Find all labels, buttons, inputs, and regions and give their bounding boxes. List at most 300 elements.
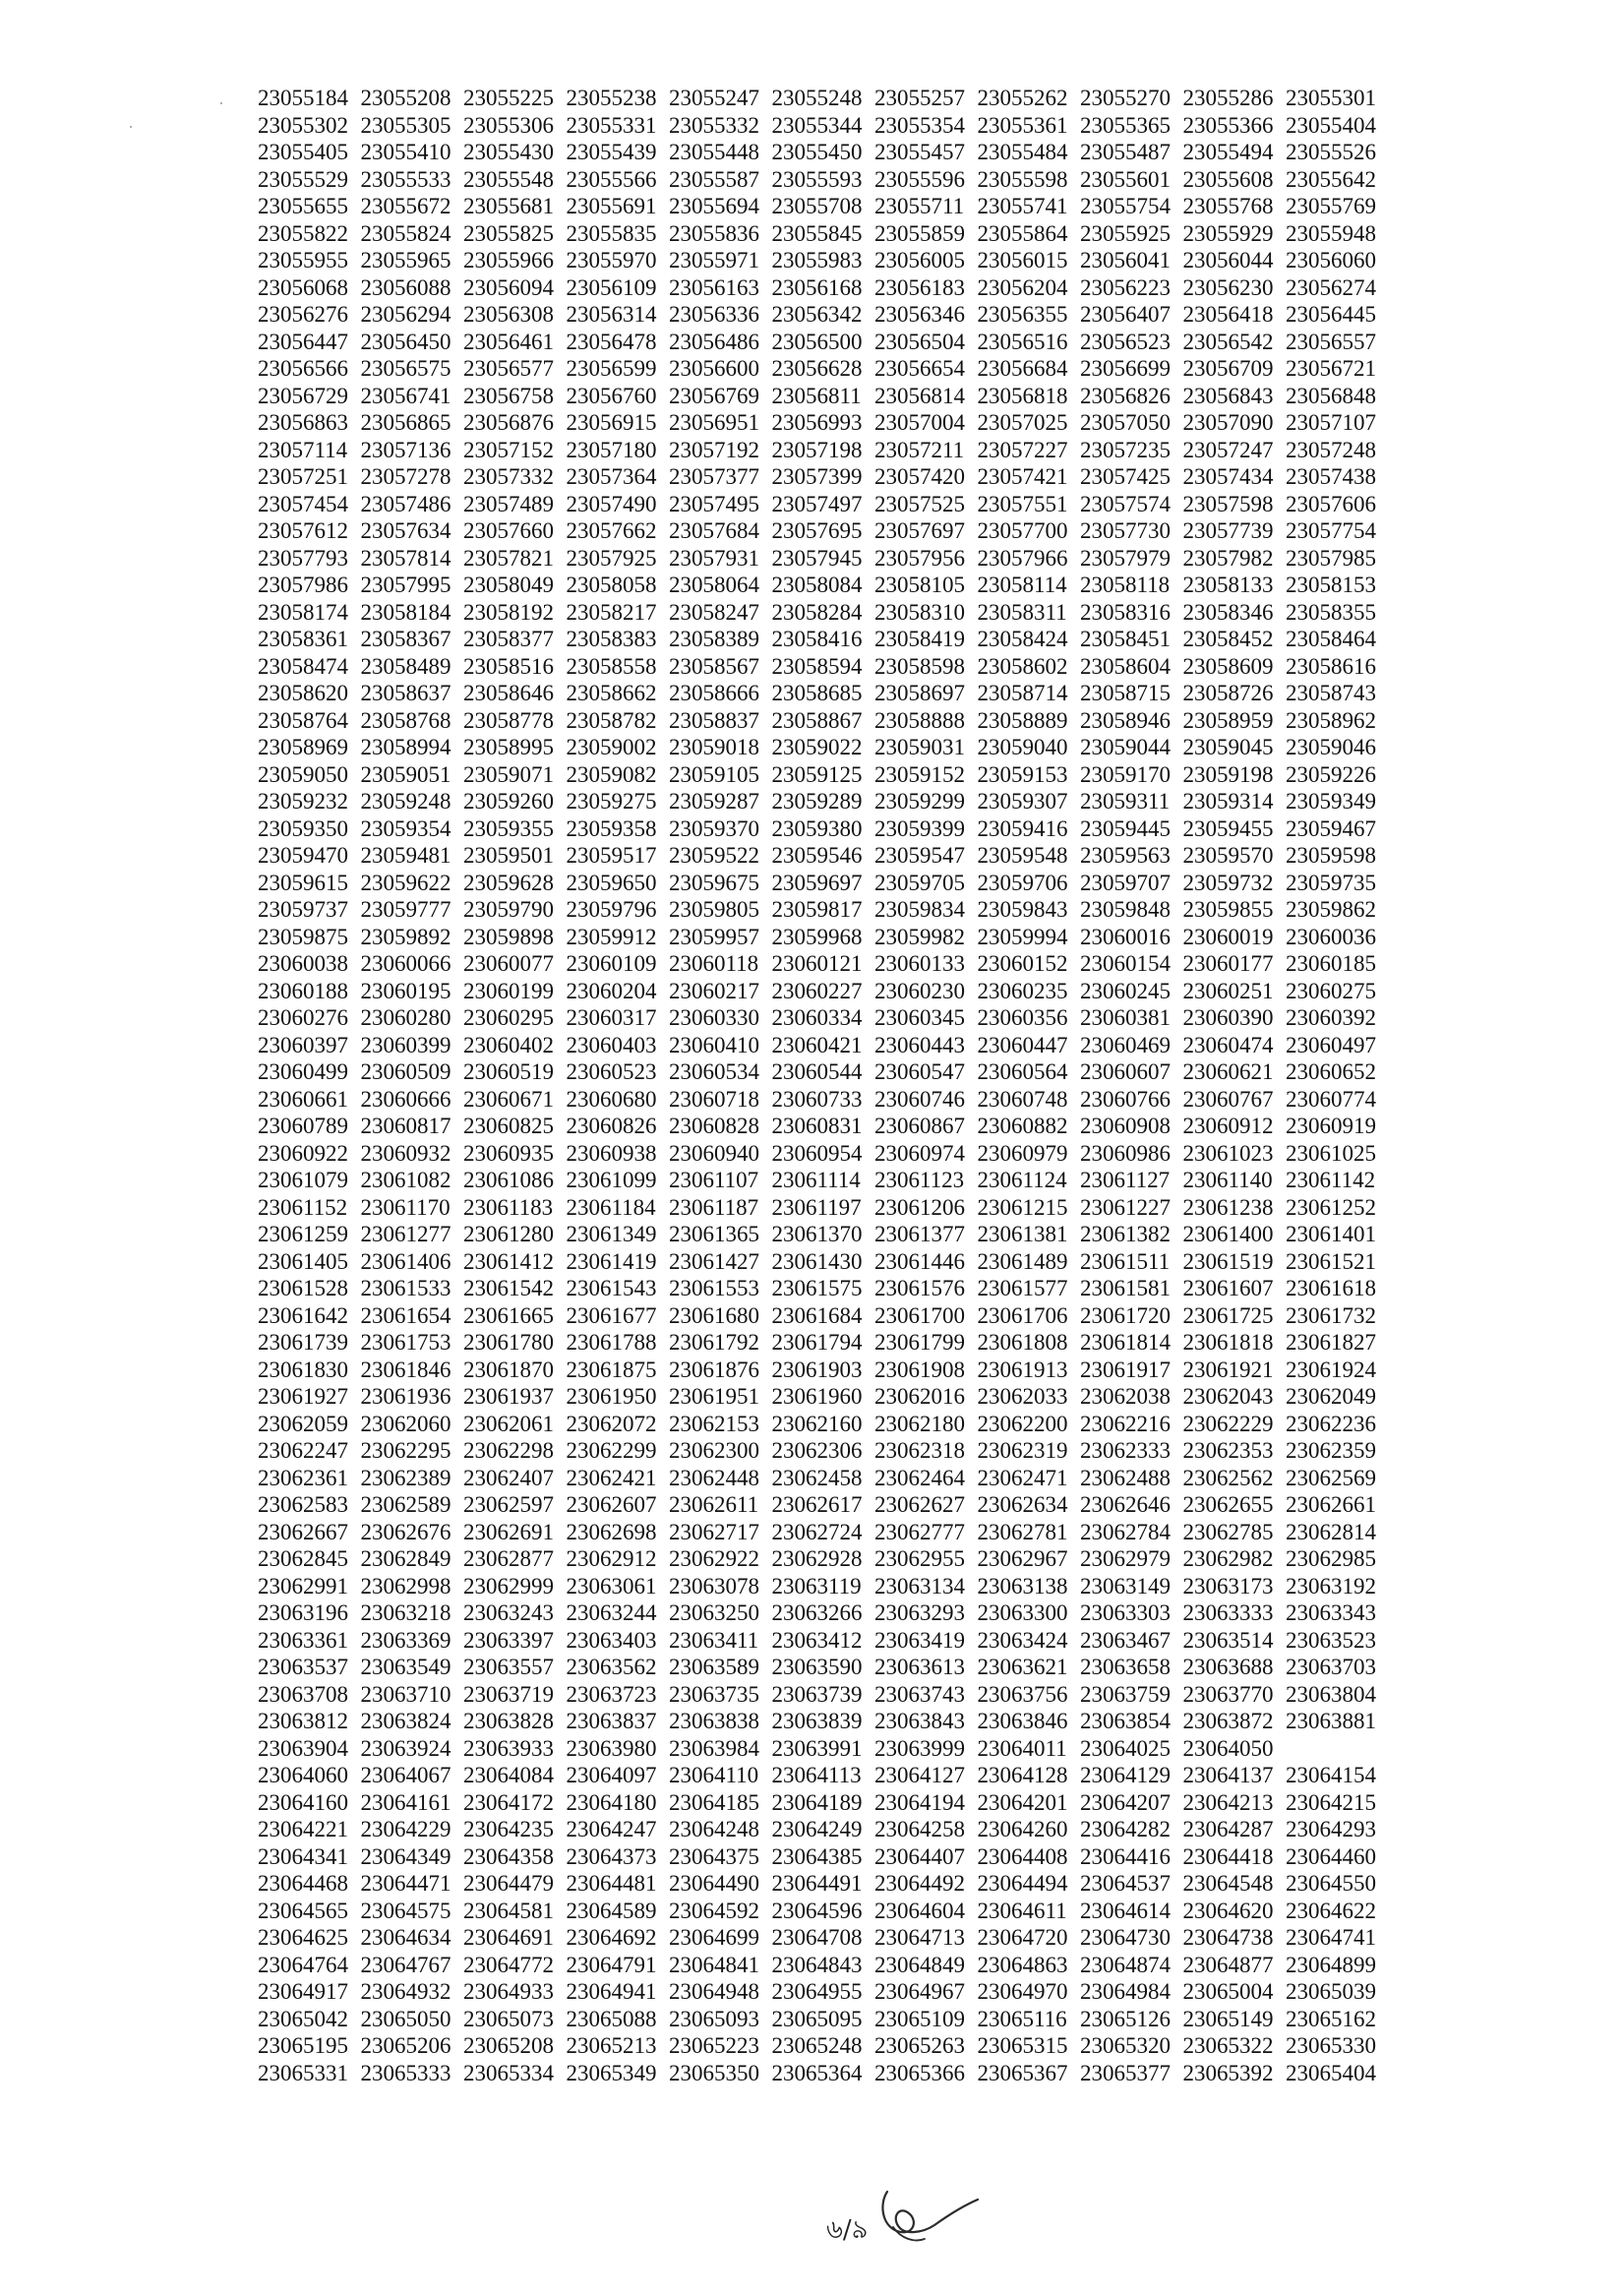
roll-number: 23055410 <box>360 140 451 164</box>
roll-number: 23059982 <box>874 924 965 949</box>
roll-number: 23055966 <box>463 248 554 272</box>
roll-number: 23061446 <box>874 1248 965 1274</box>
roll-number-row <box>258 1681 1389 1709</box>
roll-number: 23056628 <box>771 356 863 381</box>
roll-number: 23059968 <box>771 924 863 949</box>
roll-number: 23059018 <box>669 735 759 759</box>
roll-number-row <box>258 1302 1389 1330</box>
roll-number: 23064625 <box>258 1925 348 1950</box>
roll-number-row <box>258 1004 1389 1032</box>
roll-number-row <box>258 166 1389 194</box>
roll-number: 23057235 <box>1080 437 1171 462</box>
roll-number: 23062655 <box>1182 1492 1274 1517</box>
roll-number: 23060607 <box>1080 1059 1171 1084</box>
roll-number: 23058602 <box>977 653 1068 679</box>
roll-number: 23061542 <box>463 1276 554 1300</box>
roll-number: 23058743 <box>1286 681 1376 705</box>
roll-number: 23058616 <box>1286 653 1376 679</box>
roll-number: 23064481 <box>566 1871 657 1896</box>
roll-number: 23060204 <box>566 978 657 1003</box>
roll-number: 23062982 <box>1182 1546 1274 1571</box>
roll-number: 23056848 <box>1286 383 1376 408</box>
roll-number: 23055365 <box>1080 112 1171 138</box>
roll-number: 23064494 <box>977 1871 1068 1896</box>
roll-number: 23061827 <box>1286 1330 1376 1355</box>
roll-number: 23060295 <box>463 1005 554 1030</box>
roll-number: 23060922 <box>258 1140 348 1166</box>
roll-number: 23059994 <box>977 924 1068 949</box>
roll-number: 23061680 <box>669 1302 759 1328</box>
roll-number: 23060188 <box>258 978 348 1003</box>
roll-number: 23061951 <box>669 1384 759 1409</box>
roll-number: 23060199 <box>463 978 554 1003</box>
roll-number: 23060979 <box>977 1140 1068 1166</box>
roll-number: 23062676 <box>360 1519 451 1544</box>
roll-number: 23061183 <box>463 1194 554 1220</box>
roll-number: 23064849 <box>874 1952 965 1977</box>
roll-number: 23065109 <box>874 2006 965 2031</box>
scan-speck <box>130 126 132 128</box>
roll-number: 23060066 <box>360 951 451 976</box>
roll-number: 23060544 <box>771 1059 863 1084</box>
roll-number: 23055302 <box>258 112 348 138</box>
roll-number-row <box>258 1599 1389 1627</box>
roll-number: 23061924 <box>1286 1357 1376 1382</box>
roll-number: 23059125 <box>771 761 863 787</box>
roll-number: 23060276 <box>258 1005 348 1030</box>
roll-number: 23062646 <box>1080 1492 1171 1517</box>
roll-number: 23064713 <box>874 1925 965 1950</box>
roll-number: 23060474 <box>1182 1032 1274 1057</box>
signature-mark <box>875 2182 984 2251</box>
roll-number: 23061927 <box>258 1384 348 1409</box>
roll-number: 23056814 <box>874 383 965 408</box>
roll-number: 23062785 <box>1182 1519 1274 1544</box>
roll-number: 23058714 <box>977 681 1068 705</box>
roll-number: 23055457 <box>874 140 965 164</box>
roll-number: 23060680 <box>566 1086 657 1112</box>
roll-number: 23055971 <box>669 248 759 272</box>
roll-number: 23064691 <box>463 1925 554 1950</box>
roll-number: 23060447 <box>977 1032 1068 1057</box>
roll-number: 23062458 <box>771 1465 863 1490</box>
roll-number: 23057821 <box>463 545 554 571</box>
roll-number: 23062617 <box>771 1492 863 1517</box>
roll-number: 23061684 <box>771 1302 863 1328</box>
roll-number: 23062471 <box>977 1465 1068 1490</box>
roll-number: 23062033 <box>977 1384 1068 1409</box>
roll-number: 23063361 <box>258 1627 348 1653</box>
roll-number: 23064258 <box>874 1817 965 1841</box>
roll-number-row <box>258 247 1389 274</box>
roll-number-row <box>258 1843 1389 1871</box>
roll-number: 23058184 <box>360 599 451 625</box>
roll-number: 23060986 <box>1080 1140 1171 1166</box>
roll-number: 23058837 <box>669 707 759 733</box>
roll-number: 23061412 <box>463 1248 554 1274</box>
roll-number: 23055225 <box>463 86 554 110</box>
roll-number: 23056461 <box>463 329 554 354</box>
roll-number: 23055965 <box>360 248 451 272</box>
roll-number: 23060109 <box>566 951 657 976</box>
roll-number: 23061519 <box>1182 1248 1274 1274</box>
roll-number: 23061170 <box>360 1194 451 1220</box>
roll-number: 23065195 <box>258 2033 348 2058</box>
roll-number: 23063557 <box>463 1655 554 1679</box>
roll-number: 23060397 <box>258 1032 348 1057</box>
roll-number: 23056915 <box>566 410 657 435</box>
roll-number: 23065404 <box>1286 2060 1376 2085</box>
roll-number: 23063723 <box>566 1681 657 1707</box>
roll-number: 23064468 <box>258 1871 348 1896</box>
roll-number: 23058311 <box>977 599 1067 625</box>
roll-number: 23057979 <box>1080 545 1171 571</box>
roll-number: 23055929 <box>1182 220 1274 246</box>
roll-number: 23057248 <box>1286 437 1376 462</box>
roll-number: 23055566 <box>566 166 657 192</box>
roll-number: 23057606 <box>1286 491 1376 516</box>
roll-number-row <box>258 139 1389 166</box>
roll-number: 23055681 <box>463 194 554 218</box>
roll-number: 23058962 <box>1286 707 1376 733</box>
roll-number: 23056516 <box>977 329 1068 354</box>
roll-number: 23062318 <box>874 1438 965 1463</box>
roll-number: 23058558 <box>566 653 657 679</box>
roll-number: 23058685 <box>771 681 863 705</box>
roll-number: 23059045 <box>1182 735 1274 759</box>
roll-number: 23055448 <box>669 140 759 164</box>
roll-number: 23063266 <box>771 1600 863 1625</box>
roll-number: 23062421 <box>566 1465 657 1490</box>
roll-number: 23058361 <box>258 627 348 651</box>
roll-number-row <box>258 1383 1389 1411</box>
roll-number: 23063703 <box>1286 1655 1376 1679</box>
roll-number: 23056951 <box>669 410 759 435</box>
roll-number: 23056818 <box>977 383 1068 408</box>
roll-number: 23063828 <box>463 1709 554 1733</box>
roll-number: 23058474 <box>258 653 348 679</box>
roll-number: 23055270 <box>1080 86 1171 110</box>
roll-number: 23055248 <box>771 86 863 110</box>
roll-number: 23061382 <box>1080 1222 1171 1246</box>
roll-number: 23056094 <box>463 274 554 300</box>
roll-number: 23059843 <box>977 897 1068 922</box>
roll-number: 23059445 <box>1080 815 1171 841</box>
roll-number: 23057136 <box>360 437 451 462</box>
roll-number: 23061349 <box>566 1222 657 1246</box>
roll-number: 23065116 <box>977 2006 1067 2031</box>
roll-number: 23059675 <box>669 870 759 895</box>
roll-number-row <box>258 680 1389 707</box>
roll-number: 23061799 <box>874 1330 965 1355</box>
roll-number: 23058451 <box>1080 627 1171 651</box>
roll-number-row <box>258 1789 1389 1817</box>
roll-number: 23056811 <box>771 383 862 408</box>
roll-number: 23062928 <box>771 1546 863 1571</box>
roll-number: 23061908 <box>874 1357 965 1382</box>
roll-number: 23055184 <box>258 86 348 110</box>
roll-number-row <box>258 329 1389 356</box>
roll-number: 23064215 <box>1286 1789 1376 1815</box>
roll-number-row <box>258 409 1389 437</box>
roll-number: 23060825 <box>463 1114 554 1138</box>
roll-number: 23055859 <box>874 220 965 246</box>
roll-number: 23060245 <box>1080 978 1171 1003</box>
roll-number: 23059455 <box>1182 815 1274 841</box>
roll-number: 23057945 <box>771 545 863 571</box>
roll-number: 23056575 <box>360 356 451 381</box>
roll-number: 23061792 <box>669 1330 759 1355</box>
roll-number: 23064471 <box>360 1871 451 1896</box>
roll-number: 23061677 <box>566 1302 657 1328</box>
roll-number: 23060227 <box>771 978 863 1003</box>
roll-number: 23064548 <box>1182 1871 1274 1896</box>
roll-number: 23059650 <box>566 870 657 895</box>
roll-number: 23059834 <box>874 897 965 922</box>
roll-number: 23056407 <box>1080 302 1171 327</box>
roll-number: 23061794 <box>771 1330 863 1355</box>
roll-number: 23058310 <box>874 599 965 625</box>
roll-number: 23065350 <box>669 2060 759 2085</box>
roll-number-row <box>258 599 1389 627</box>
roll-number: 23061238 <box>1182 1194 1274 1220</box>
roll-number: 23063621 <box>977 1655 1068 1679</box>
roll-number: 23060077 <box>463 951 554 976</box>
roll-number-row <box>258 1194 1389 1222</box>
roll-number: 23064110 <box>669 1763 759 1787</box>
roll-number: 23064097 <box>566 1763 657 1787</box>
roll-number: 23058959 <box>1182 707 1274 733</box>
roll-number-row <box>258 842 1389 870</box>
roll-number: 23063843 <box>874 1709 965 1733</box>
roll-number: 23062319 <box>977 1438 1068 1463</box>
roll-number: 23062985 <box>1286 1546 1376 1571</box>
roll-number: 23061950 <box>566 1384 657 1409</box>
roll-number: 23063824 <box>360 1709 451 1733</box>
roll-number: 23064373 <box>566 1843 657 1869</box>
roll-number: 23057454 <box>258 491 348 516</box>
roll-number: 23056478 <box>566 329 657 354</box>
roll-number-row <box>258 437 1389 464</box>
roll-number: 23056741 <box>360 383 451 408</box>
roll-number: 23061215 <box>977 1194 1068 1220</box>
roll-number: 23058114 <box>977 573 1067 597</box>
roll-number: 23064185 <box>669 1789 759 1815</box>
roll-number: 23064160 <box>258 1789 348 1815</box>
roll-number: 23059170 <box>1080 761 1171 787</box>
roll-number: 23061023 <box>1182 1140 1274 1166</box>
roll-number: 23055301 <box>1286 86 1376 110</box>
roll-number: 23060748 <box>977 1086 1068 1112</box>
roll-number: 23061419 <box>566 1248 657 1274</box>
roll-number: 23061788 <box>566 1330 657 1355</box>
roll-number: 23057227 <box>977 437 1068 462</box>
roll-number: 23056041 <box>1080 248 1171 272</box>
roll-number: 23064479 <box>463 1871 554 1896</box>
roll-number: 23058464 <box>1286 627 1376 651</box>
roll-number: 23057050 <box>1080 410 1171 435</box>
roll-number: 23062991 <box>258 1573 348 1598</box>
roll-number: 23055836 <box>669 220 759 246</box>
roll-number-row <box>258 1762 1389 1789</box>
roll-number: 23057684 <box>669 518 759 543</box>
roll-number: 23056060 <box>1286 248 1376 272</box>
roll-number: 23063243 <box>463 1600 554 1625</box>
roll-number: 23061870 <box>463 1357 554 1382</box>
roll-number-row <box>258 517 1389 545</box>
roll-number: 23065349 <box>566 2060 657 2085</box>
roll-number: 23061259 <box>258 1222 348 1246</box>
roll-number: 23062236 <box>1286 1411 1376 1436</box>
roll-number-row <box>258 355 1389 383</box>
roll-number: 23064575 <box>360 1898 451 1923</box>
roll-number: 23058516 <box>463 653 554 679</box>
roll-number: 23059732 <box>1182 870 1274 895</box>
roll-number: 23060831 <box>771 1114 863 1138</box>
roll-number: 23064249 <box>771 1817 863 1841</box>
roll-number: 23065330 <box>1286 2033 1376 2058</box>
roll-number: 23059031 <box>874 735 965 759</box>
roll-number: 23065263 <box>874 2033 965 2058</box>
roll-number: 23058697 <box>874 681 965 705</box>
roll-number: 23064877 <box>1182 1952 1274 1977</box>
roll-number: 23055484 <box>977 140 1068 164</box>
roll-number: 23056600 <box>669 356 759 381</box>
roll-number: 23062488 <box>1080 1465 1171 1490</box>
roll-number: 23064841 <box>669 1952 759 1977</box>
roll-number: 23063078 <box>669 1573 759 1598</box>
roll-number: 23057793 <box>258 545 348 571</box>
roll-number: 23064863 <box>977 1952 1068 1977</box>
roll-number: 23060974 <box>874 1140 965 1166</box>
roll-number: 23058355 <box>1286 599 1376 625</box>
roll-number-row <box>258 978 1389 1005</box>
roll-number: 23061400 <box>1182 1222 1274 1246</box>
roll-number: 23055450 <box>771 140 863 164</box>
roll-number: 23059044 <box>1080 735 1171 759</box>
roll-number: 23056314 <box>566 302 657 327</box>
roll-number: 23056109 <box>566 274 657 300</box>
roll-number: 23055642 <box>1286 166 1376 192</box>
roll-number: 23059050 <box>258 761 348 787</box>
roll-number-row <box>258 653 1389 681</box>
roll-number: 23064011 <box>977 1735 1067 1761</box>
roll-number: 23062698 <box>566 1519 657 1544</box>
roll-number: 23055593 <box>771 166 863 192</box>
roll-number: 23056684 <box>977 356 1068 381</box>
roll-number: 23058424 <box>977 627 1068 651</box>
roll-number-row <box>258 1952 1389 1979</box>
roll-number: 23062979 <box>1080 1546 1171 1571</box>
roll-number: 23061654 <box>360 1302 451 1328</box>
roll-number-row <box>258 1519 1389 1546</box>
roll-number: 23063244 <box>566 1600 657 1625</box>
roll-number: 23063134 <box>874 1573 965 1598</box>
roll-number: 23065377 <box>1080 2060 1171 2085</box>
roll-number: 23057700 <box>977 518 1068 543</box>
roll-number: 23065333 <box>360 2060 451 2085</box>
roll-number: 23056044 <box>1182 248 1274 272</box>
roll-number: 23057192 <box>669 437 759 462</box>
roll-number-row <box>258 1735 1389 1763</box>
roll-number: 23062814 <box>1286 1519 1376 1544</box>
roll-number: 23063838 <box>669 1709 759 1733</box>
roll-number: 23058867 <box>771 707 863 733</box>
roll-number: 23059416 <box>977 815 1068 841</box>
roll-number: 23065149 <box>1182 2006 1274 2031</box>
roll-number: 23064229 <box>360 1817 451 1841</box>
roll-number: 23058782 <box>566 707 657 733</box>
roll-number: 23061780 <box>463 1330 554 1355</box>
roll-number: 23062072 <box>566 1411 657 1436</box>
roll-number: 23062845 <box>258 1546 348 1571</box>
roll-number: 23056993 <box>771 410 863 435</box>
roll-number: 23056577 <box>463 356 554 381</box>
roll-number: 23059354 <box>360 815 451 841</box>
roll-number: 23065320 <box>1080 2033 1171 2058</box>
roll-number-row <box>258 950 1389 978</box>
roll-number: 23065223 <box>669 2033 759 2058</box>
roll-number: 23058726 <box>1182 681 1274 705</box>
roll-number: 23061227 <box>1080 1194 1171 1220</box>
roll-number: 23055487 <box>1080 140 1171 164</box>
roll-number-row <box>258 1898 1389 1925</box>
roll-number: 23064622 <box>1286 1898 1376 1923</box>
roll-number: 23061814 <box>1080 1330 1171 1355</box>
roll-number: 23062589 <box>360 1492 451 1517</box>
roll-number: 23056183 <box>874 274 965 300</box>
roll-number: 23056450 <box>360 329 451 354</box>
roll-number: 23060275 <box>1286 978 1376 1003</box>
roll-number: 23059350 <box>258 815 348 841</box>
roll-number: 23062043 <box>1182 1384 1274 1409</box>
roll-number: 23064932 <box>360 1979 451 2004</box>
roll-number: 23064025 <box>1080 1735 1171 1761</box>
roll-number: 23063369 <box>360 1627 451 1653</box>
roll-number: 23057574 <box>1080 491 1171 516</box>
roll-number: 23060280 <box>360 1005 451 1030</box>
roll-number: 23062180 <box>874 1411 965 1436</box>
roll-number-row <box>258 1978 1389 2006</box>
roll-number: 23062661 <box>1286 1492 1376 1517</box>
roll-number: 23057497 <box>771 491 863 516</box>
roll-number-row <box>258 1545 1389 1573</box>
roll-number-row <box>258 1248 1389 1276</box>
roll-number-row <box>258 491 1389 518</box>
roll-number: 23063708 <box>258 1681 348 1707</box>
roll-number: 23065392 <box>1182 2060 1274 2085</box>
roll-number: 23062299 <box>566 1438 657 1463</box>
roll-number: 23059349 <box>1286 789 1376 814</box>
roll-number: 23064589 <box>566 1898 657 1923</box>
roll-number: 23064565 <box>258 1898 348 1923</box>
roll-number: 23060036 <box>1286 924 1376 949</box>
roll-number-row <box>258 1491 1389 1519</box>
roll-number: 23057004 <box>874 410 965 435</box>
roll-number: 23058598 <box>874 653 965 679</box>
roll-number: 23057695 <box>771 518 863 543</box>
roll-number: 23064730 <box>1080 1925 1171 1950</box>
roll-number: 23064581 <box>463 1898 554 1923</box>
roll-number: 23064201 <box>977 1789 1068 1815</box>
roll-number: 23056721 <box>1286 356 1376 381</box>
roll-number: 23059299 <box>874 789 965 814</box>
roll-number: 23061642 <box>258 1302 348 1328</box>
roll-number: 23055822 <box>258 220 348 246</box>
roll-number: 23061725 <box>1182 1302 1274 1328</box>
roll-number: 23058084 <box>771 573 863 597</box>
roll-number: 23064708 <box>771 1925 863 1950</box>
